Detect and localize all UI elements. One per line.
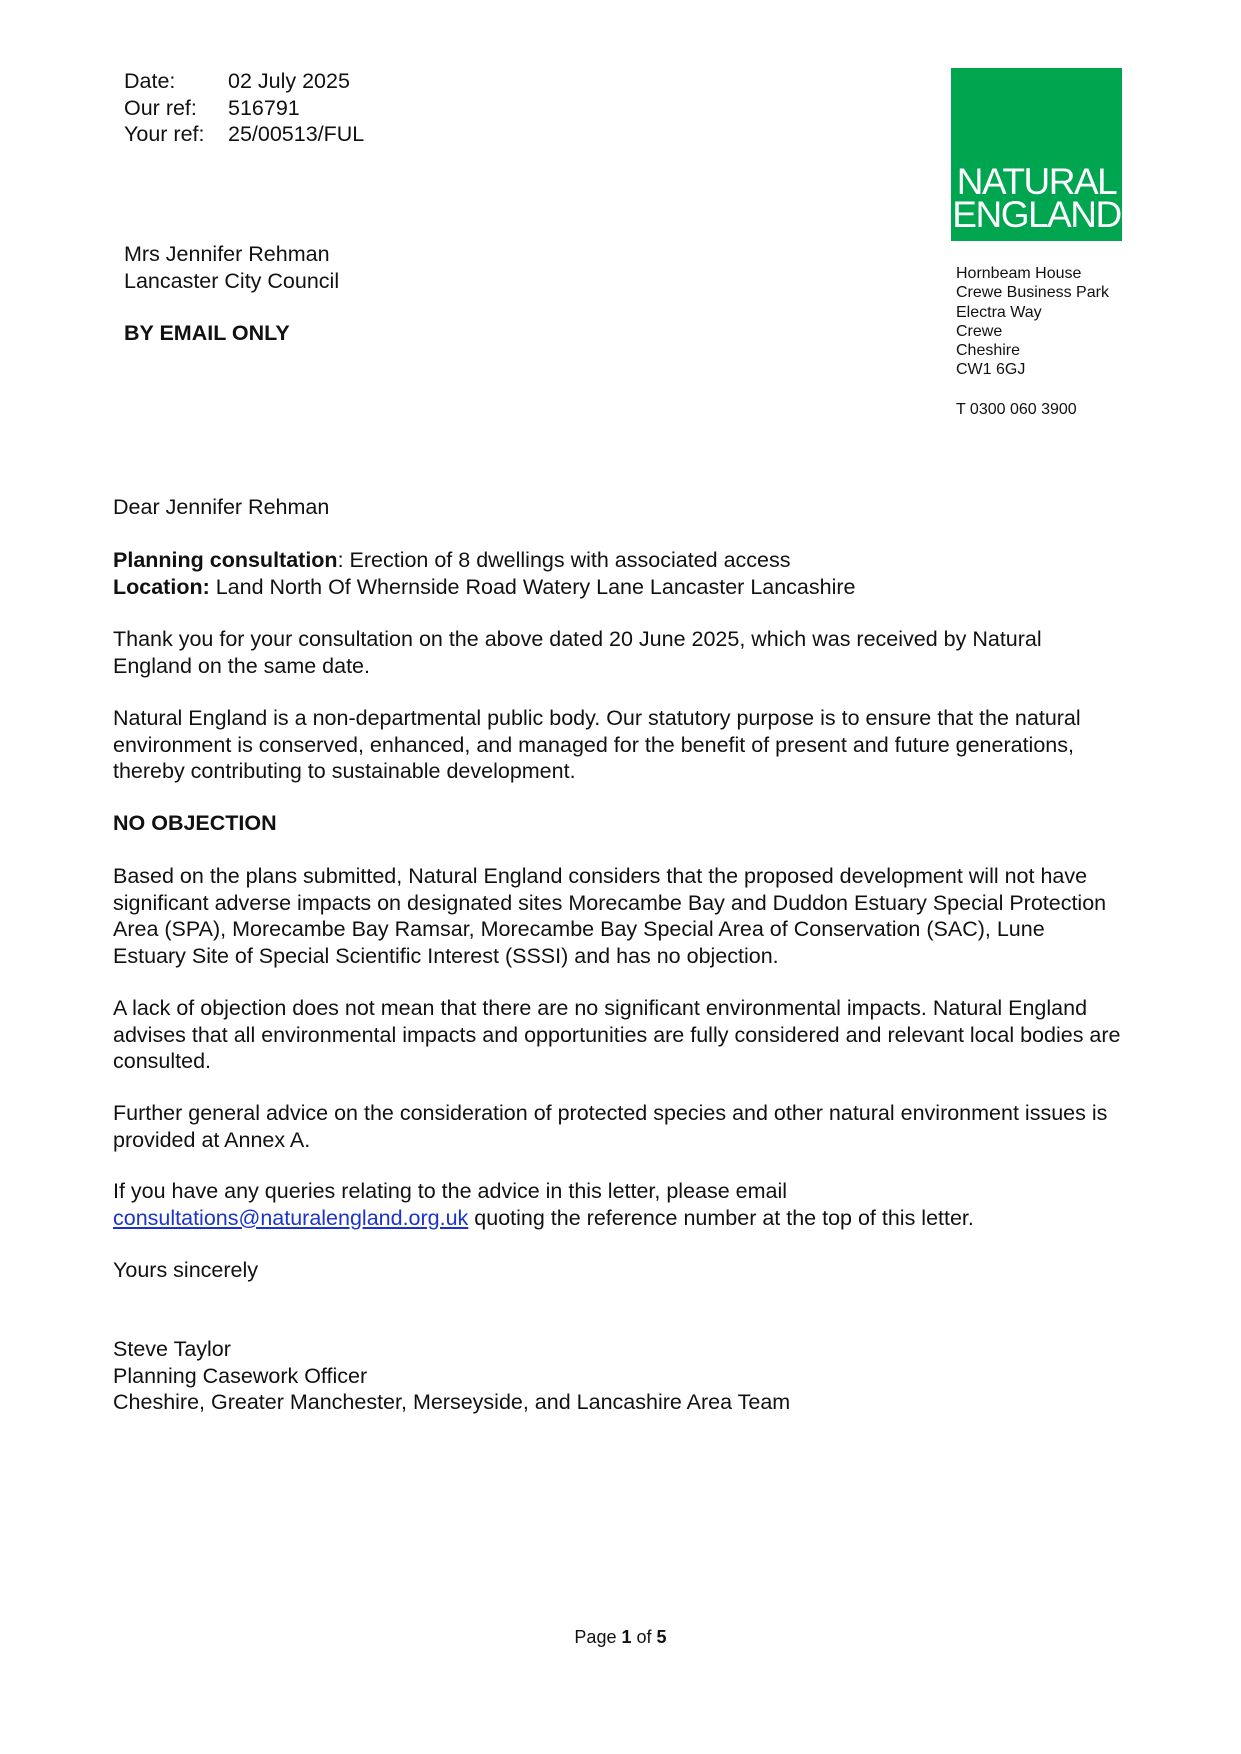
email-link[interactable]: consultations@naturalengland.org.uk — [113, 1205, 469, 1230]
subject-block — [113, 547, 1123, 600]
date-value: 02 July 2025 — [228, 69, 350, 93]
recipient-block — [124, 241, 339, 294]
page-current: 1 — [621, 1627, 632, 1647]
signatory-name: Steve Taylor — [113, 1337, 231, 1361]
logo-line-1: NATURAL — [956, 161, 1117, 202]
sender-phone: T 0300 060 3900 — [956, 401, 1077, 418]
date-label: Date: — [124, 69, 176, 93]
address-line: Electra Way — [956, 303, 1042, 321]
logo-line-2: ENGLAND — [952, 194, 1121, 235]
salutation: Dear Jennifer Rehman — [113, 495, 330, 519]
paragraph-about: Natural England is a non-departmental public body. Our statutory purpose is to ensure that the natural environment is conserved, enhanced, and managed for the benefit of present and future generations, thereby contributing to sustainable development. — [113, 706, 1081, 783]
date-row — [124, 68, 364, 95]
decision-heading: NO OBJECTION — [113, 811, 277, 835]
our-ref-value: 516791 — [228, 95, 300, 120]
paragraph-thanks: Thank you for your consultation on the above dated 20 June 2025, which was received by Natural England on the same date. — [113, 627, 1042, 678]
paragraph-annex: Further general advice on the consideration of protected species and other natural environment issues is provided at Annex A. — [113, 1101, 1108, 1152]
queries-line: If you have any queries relating to the advice in this letter, please email — [113, 1179, 788, 1203]
signatory-title: Planning Casework Officer — [113, 1363, 368, 1388]
your-ref-value: 25/00513/FUL — [228, 122, 365, 146]
page-number — [0, 1627, 1241, 1648]
page-total: 5 — [656, 1627, 667, 1647]
recipient-organisation: Lancaster City Council — [124, 268, 340, 293]
location-value: Land North Of Whernside Road Watery Lane Lancaster Lancashire — [209, 574, 856, 599]
your-ref-label: Your ref: — [124, 122, 205, 146]
address-line: CW1 6GJ — [956, 361, 1026, 379]
subject-line — [113, 547, 1123, 574]
reference-block — [124, 68, 364, 148]
natural-england-logo — [951, 68, 1122, 241]
address-line: Hornbeam House — [956, 265, 1082, 282]
our-ref-row — [124, 95, 364, 122]
recipient-name: Mrs Jennifer Rehman — [124, 242, 330, 266]
location-label: Location: — [113, 574, 210, 599]
location-line — [113, 574, 1123, 601]
address-line: Cheshire — [956, 342, 1021, 360]
of-word: of — [636, 1627, 652, 1647]
address-line: Crewe Business Park — [956, 284, 1109, 302]
queries-suffix: quoting the reference number at the top of this letter. — [468, 1205, 974, 1230]
your-ref-row — [124, 121, 364, 148]
paragraph-queries — [113, 1178, 1123, 1231]
subject-value: : Erection of 8 dwellings with associated access — [337, 548, 791, 572]
signatory-team: Cheshire, Greater Manchester, Merseyside, and Lancashire Area Team — [113, 1390, 791, 1414]
address-line: Crewe — [956, 322, 1003, 340]
delivery-note: BY EMAIL ONLY — [124, 321, 290, 345]
paragraph-assessment: Based on the plans submitted, Natural England considers that the proposed development will not have significant adverse impacts on designated sites Morecambe Bay and Duddon Estuary Special Protection Area (SPA), Morecambe Bay Ramsar, Morecambe Bay Special Area of Conservation (SAC), Lune Estuary Site of Special Scientific Interest (SSSI) and has no objection. — [113, 864, 1107, 968]
signature-block — [113, 1336, 1123, 1416]
subject-label: Planning consultation — [113, 548, 338, 572]
page-word: Page — [574, 1627, 617, 1647]
closing: Yours sincerely — [113, 1258, 258, 1282]
our-ref-label: Our ref: — [124, 95, 197, 120]
queries-email-line — [113, 1205, 1123, 1232]
paragraph-caveat: A lack of objection does not mean that there are no significant environmental impacts. Natural England advises that all environmental impacts and opportunities are fully considered and relevant local bodies are consulted. — [113, 996, 1121, 1073]
sender-address — [956, 264, 1109, 380]
